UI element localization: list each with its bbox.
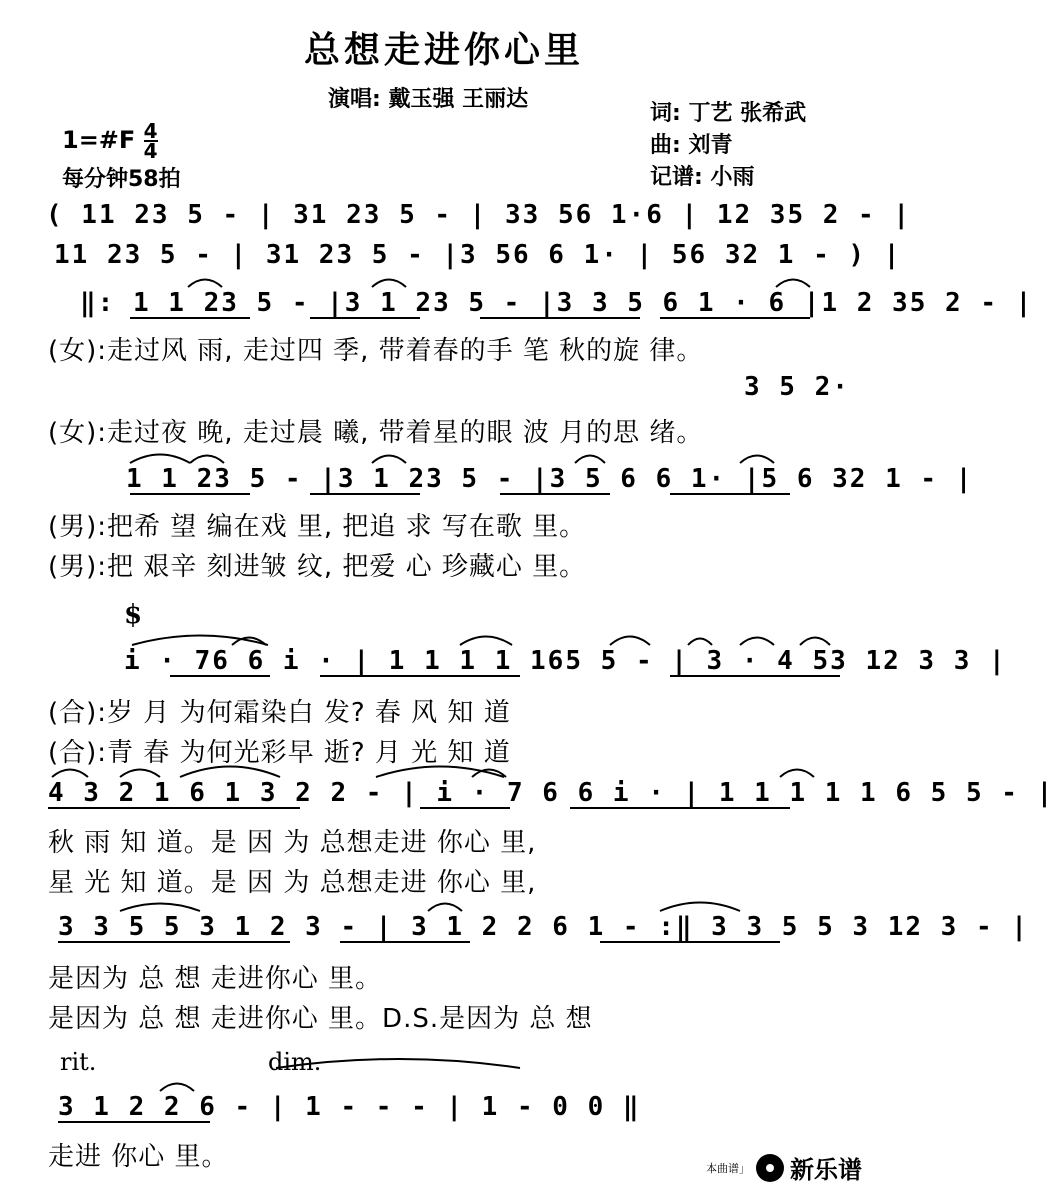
lyric-female-2: (女):走过夜 晚, 走过晨 曦, 带着星的眼 波 月的思 绪。 [48,418,704,448]
slur-mark [120,770,160,778]
singers: 演唱: 戴玉强 王丽达 [328,87,529,112]
lyricist: 词: 丁艺 张希武 [650,101,807,126]
slur-mark [180,767,280,778]
music-disc-icon [756,1154,784,1182]
slur-mark [160,1084,194,1092]
slur-mark [776,280,810,288]
ritardando-mark: rit. [60,1048,97,1076]
slur-mark [575,456,605,464]
slur-mark [372,280,406,288]
slur-mark [610,637,650,646]
slur-mark [460,637,512,646]
slur-mark [190,456,224,464]
lyric-female-1: (女):走过风 雨, 走过四 季, 带着春的手 笔 秋的旋 律。 [48,336,704,366]
slur-mark [740,456,774,464]
slur-mark [130,455,190,464]
lyric-chorus-5: 是因为 总 想 走进你心 里。 [48,964,383,994]
lyric-chorus-6: 是因为 总 想 走进你心 里。D.S.是因为 总 想 [48,1004,593,1034]
slur-mark [52,770,88,778]
lyric-male-1: (男):把希 望 编在戏 里, 把追 求 写在歌 里。 [48,512,587,542]
footer-small-text: 本曲谱」 [706,1161,750,1175]
logo-text: 新乐谱 [790,1156,862,1184]
chorus-melody-3: 3 3 5 5 3 1 2 3 - | 3 1 2 2 6 1 - :‖ 3 3 5 5 3 12 3 - | [58,912,1029,942]
lyric-coda: 走进 你心 里。 [48,1142,229,1172]
slur-mark [780,770,814,778]
composer: 曲: 刘青 [650,133,733,158]
intro-line-1: ( 11 23 5 - | 31 23 5 - | 33 56 1·6 | 12 35 2 - | [46,200,912,230]
slur-mark [120,904,200,912]
time-numerator: 4 [143,119,158,143]
diminuendo-mark: dim. [268,1048,322,1076]
dim-hairpin [276,1059,520,1068]
tempo: 每分钟58拍 [62,167,181,192]
transcriber: 记谱: 小雨 [650,165,755,190]
lyric-chorus-2: (合):青 春 为何光彩早 逝? 月 光 知 道 [48,738,511,768]
verse-melody-1: ‖: 1 1 23 5 - |3 1 23 5 - |3 3 5 6 1 · 6 |1 2 35 2 - | [80,288,1034,318]
slur-mark [428,904,462,912]
slur-mark [740,638,774,646]
slur-mark [372,456,406,464]
alt-ending-notes: 3 5 2· [744,372,850,402]
intro-line-2: 11 23 5 - | 31 23 5 - |3 56 6 1· | 56 32 1 - ) | [54,240,902,270]
footer-logo [706,1150,862,1185]
slur-mark [660,903,740,912]
segno-sign: $ [124,600,143,630]
lyric-chorus-4: 星 光 知 道。是 因 为 总想走进 你心 里, [48,868,537,898]
page-title: 总想走进你心里 [303,30,584,71]
lyric-male-2: (男):把 艰辛 刻进皱 纹, 把爱 心 珍藏心 里。 [48,552,587,582]
time-denominator: 4 [143,139,158,163]
chorus-melody-2: 4 3 2 1 6 1 3 2 2 - | i · 7 6 6 i · | 1 1 1 1 1 6 5 5 - | [48,778,1054,808]
slur-mark [188,280,222,288]
key: 1=#F [62,126,136,154]
chorus-melody-1: i · 76 6 i · | 1 1 1 1 165 5 - | 3 · 4 53 12 3 3 | [124,646,1007,676]
verse-melody-2: 1 1 23 5 - |3 1 23 5 - |3 5 6 6 1· |5 6 32 1 - | [126,464,974,494]
coda-melody: 3 1 2 2 6 - | 1 - - - | 1 - 0 0 ‖ [58,1092,641,1122]
lyric-chorus-1: (合):岁 月 为何霜染白 发? 春 风 知 道 [48,698,511,728]
slur-mark [688,639,712,646]
slur-mark [800,638,830,646]
slur-mark [376,767,504,778]
lyric-chorus-3: 秋 雨 知 道。是 因 为 总想走进 你心 里, [48,828,537,858]
